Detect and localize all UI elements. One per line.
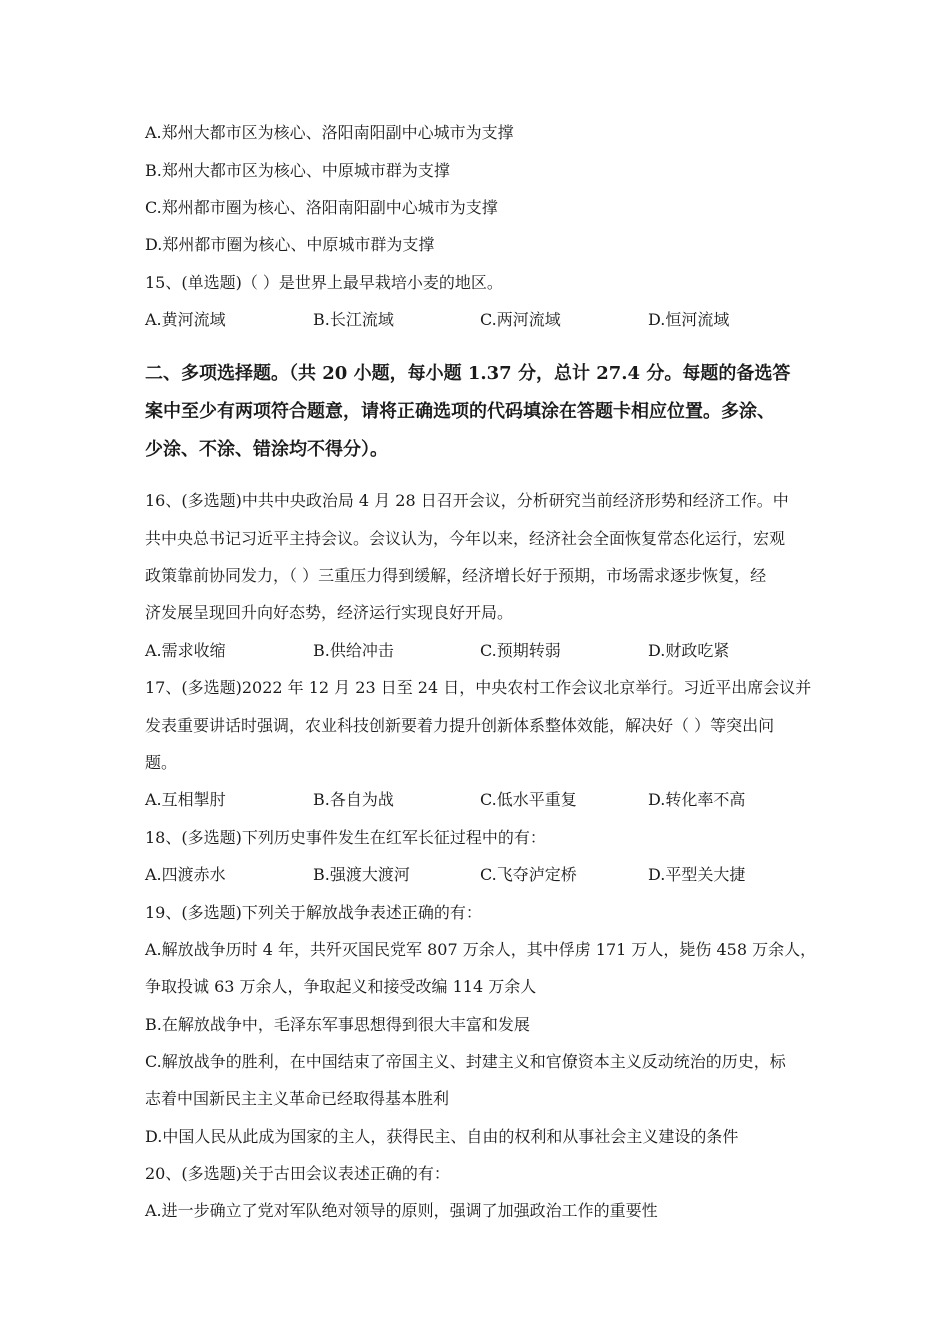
q14-option-b: B.郑州大都市区为核心、中原城市群为支撑	[145, 161, 450, 180]
q14-option-c: C.郑州都市圈为核心、洛阳南阳副中心城市为支撑	[145, 198, 498, 217]
q18-option-a: A.四渡赤水	[145, 865, 226, 884]
q18-option-c: C.飞夺泸定桥	[480, 865, 577, 884]
section2-heading-line-1: 二、多项选择题。（共 20 小题，每小题 1.37 分，总计 27.4 分。每题的备选答	[145, 363, 791, 384]
q16-option-b: B.供给冲击	[313, 641, 394, 660]
section2-heading-line-2: 案中至少有两项符合题意，请将正确选项的代码填涂在答题卡相应位置。多涂、	[145, 401, 775, 422]
q17-option-d: D.转化率不高	[648, 790, 746, 809]
section2-heading-line-3: 少涂、不涂、错涂均不得分）。	[145, 439, 388, 460]
q16-stem-line-3: 政策靠前协同发力，（ ）三重压力得到缓解，经济增长好于预期，市场需求逐步恢复，经	[145, 566, 767, 585]
q19-option-a-line-1: A.解放战争历时 4 年，共歼灭国民党军 807 万余人，其中俘虏 171 万人，毙伤 458 万余人，	[145, 940, 817, 959]
q17-option-a: A.互相掣肘	[145, 790, 226, 809]
q16-option-d: D.财政吃紧	[648, 641, 730, 660]
q18-option-b: B.强渡大渡河	[313, 865, 410, 884]
q15-option-d: D.恒河流域	[648, 310, 730, 329]
q19-option-b: B.在解放战争中，毛泽东军事思想得到很大丰富和发展	[145, 1015, 530, 1034]
q14-option-a: A.郑州大都市区为核心、洛阳南阳副中心城市为支撑	[145, 123, 514, 142]
q17-option-b: B.各自为战	[313, 790, 394, 809]
q20-stem: 20、(多选题)关于古田会议表述正确的有：	[145, 1164, 450, 1183]
q16-stem-line-4: 济发展呈现回升向好态势，经济运行实现良好开局。	[145, 603, 514, 622]
q14-option-d: D.郑州都市圈为核心、中原城市群为支撑	[145, 235, 435, 254]
q17-stem-line-3: 题。	[145, 753, 178, 772]
q19-option-d: D.中国人民从此成为国家的主人，获得民主、自由的权利和从事社会主义建设的条件	[145, 1127, 739, 1146]
q15-option-c: C.两河流域	[480, 310, 561, 329]
q15-option-a: A.黄河流域	[145, 310, 226, 329]
q17-option-c: C.低水平重复	[480, 790, 577, 809]
q18-option-d: D.平型关大捷	[648, 865, 746, 884]
q16-option-c: C.预期转弱	[480, 641, 561, 660]
q16-stem-line-2: 共中央总书记习近平主持会议。会议认为，今年以来，经济社会全面恢复常态化运行，宏观	[145, 529, 786, 548]
q15-stem: 15、(单选题)（ ）是世界上最早栽培小麦的地区。	[145, 273, 503, 292]
q19-stem: 19、(多选题)下列关于解放战争表述正确的有：	[145, 903, 482, 922]
q18-stem: 18、(多选题)下列历史事件发生在红军长征过程中的有：	[145, 828, 546, 847]
q15-option-b: B.长江流域	[313, 310, 394, 329]
q19-option-c-line-1: C.解放战争的胜利，在中国结束了帝国主义、封建主义和官僚资本主义反动统治的历史，标	[145, 1052, 786, 1071]
q16-stem-line-1: 16、(多选题)中共中央政治局 4 月 28 日召开会议，分析研究当前经济形势和经济工作。中	[145, 491, 789, 510]
q17-stem-line-1: 17、(多选题)2022 年 12 月 23 日至 24 日，中央农村工作会议北京举行。习近平出席会议并	[145, 678, 812, 697]
q16-option-a: A.需求收缩	[145, 641, 226, 660]
q19-option-c-line-2: 志着中国新民主主义革命已经取得基本胜利	[145, 1089, 450, 1108]
q20-option-a: A.进一步确立了党对军队绝对领导的原则，强调了加强政治工作的重要性	[145, 1201, 658, 1220]
q17-stem-line-2: 发表重要讲话时强调，农业科技创新要着力提升创新体系整体效能，解决好（ ）等突出问	[145, 716, 775, 735]
q19-option-a-line-2: 争取投诚 63 万余人，争取起义和接受改编 114 万余人	[145, 977, 537, 996]
